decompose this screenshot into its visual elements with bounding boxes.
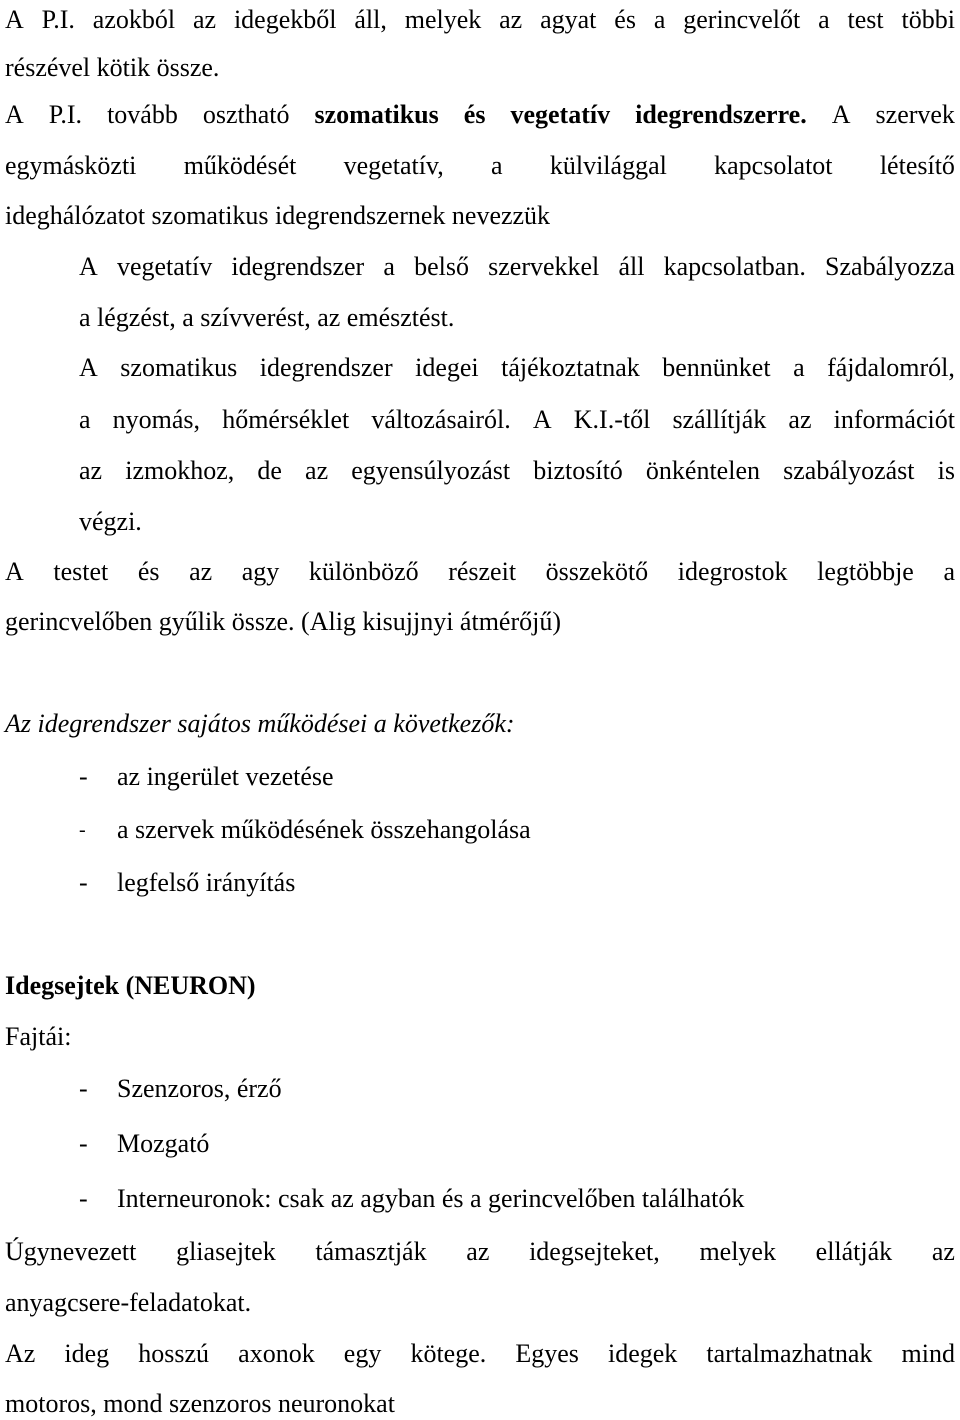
word: P.I. [48, 100, 83, 129]
word: vegetatív, [343, 151, 444, 180]
paragraph-3-line-2: a légzést, a szívverést, az emésztést. [79, 303, 455, 332]
word: összekötő [545, 557, 649, 586]
word: fájdalomról, [827, 353, 955, 382]
word: A [532, 405, 552, 434]
word: egymásközti [5, 151, 137, 180]
word: különböző [308, 557, 419, 586]
word: az [466, 1237, 490, 1266]
word: belső [414, 252, 469, 281]
word: áll, [354, 5, 387, 34]
word: axonok [238, 1339, 315, 1368]
word: melyek [404, 5, 482, 34]
word: vegetatív [510, 100, 611, 129]
word: az [305, 456, 329, 485]
word: idegrendszer [231, 252, 365, 281]
word: Úgynevezett [5, 1237, 137, 1266]
list-bullet: - [79, 1129, 88, 1158]
word: legtöbbje [817, 557, 914, 586]
word: P.I. [41, 5, 75, 34]
word: a [818, 5, 830, 34]
word: változásairól. [371, 405, 511, 434]
word: többi [901, 5, 955, 34]
word: A [831, 100, 851, 129]
word: az [788, 405, 812, 434]
word: hőmérséklet [222, 405, 350, 434]
word: test [847, 5, 884, 34]
word: és [614, 5, 636, 34]
neuron-types-label: Fajtái: [5, 1022, 72, 1051]
word: is [937, 456, 955, 485]
word: szervekkel [488, 252, 600, 281]
word: a [79, 405, 91, 434]
word: K.I.-től [573, 405, 651, 434]
word: A [79, 353, 98, 382]
word: áll [618, 252, 645, 281]
paragraph-2-line-3: ideghálózatot szomatikus idegrendszernek nevezzük [5, 201, 551, 230]
word: vegetatív [116, 252, 213, 281]
paragraph-4-line-4: végzi. [79, 507, 142, 536]
word: hosszú [138, 1339, 210, 1368]
word: biztosító [533, 456, 623, 485]
word: tovább [107, 100, 178, 129]
word: idegrendszer [259, 353, 393, 382]
word: idegei [415, 353, 479, 382]
word: idegrostok [677, 557, 788, 586]
word: bennünket [662, 353, 771, 382]
word: önkéntelen [645, 456, 760, 485]
word: melyek [699, 1237, 776, 1266]
word: támasztják [315, 1237, 427, 1266]
paragraph-4-line-3 [79, 455, 955, 487]
word: egy [343, 1339, 382, 1368]
paragraph-1-line-2: részével kötik össze. [5, 53, 220, 82]
paragraph-4-line-2 [79, 404, 955, 436]
word: A [79, 252, 98, 281]
word: agyat [540, 5, 597, 34]
word: tartalmazhatnak [706, 1339, 873, 1368]
neuron-heading: Idegsejtek (NEURON) [5, 971, 256, 1000]
paragraph-2-line-2 [5, 150, 955, 182]
word: és [137, 557, 160, 586]
list-item: a szervek működésének összehangolása [117, 815, 531, 844]
functions-heading: Az idegrendszer sajátos működései a következők: [5, 709, 515, 738]
paragraph-2-line-1 [5, 99, 955, 131]
list-bullet: - [79, 1184, 88, 1213]
word: mind [901, 1339, 955, 1368]
list-bullet: - [79, 868, 88, 897]
word: Egyes [515, 1339, 579, 1368]
paragraph-5-line-1 [5, 556, 955, 588]
word: testet [53, 557, 109, 586]
list-item: az ingerület vezetése [117, 762, 334, 791]
word: gerincvelőt [683, 5, 801, 34]
word: szállítják [672, 405, 767, 434]
word: létesítő [879, 151, 955, 180]
word: A [5, 5, 24, 34]
word: de [257, 456, 282, 485]
word: osztható [202, 100, 290, 129]
word: Az [5, 1339, 36, 1368]
word: a [653, 5, 666, 34]
word: kapcsolatban. [663, 252, 806, 281]
word: az [192, 5, 217, 34]
paragraph-1-line-1 [5, 4, 955, 36]
paragraph-5-line-2: gerincvelőben gyűlik össze. (Alig kisujjnyi átmérőjű) [5, 607, 561, 636]
list-bullet: - [79, 819, 86, 841]
word: részeit [448, 557, 517, 586]
word: tájékoztatnak [501, 353, 640, 382]
word: idegsejteket, [529, 1237, 660, 1266]
word: a [491, 151, 503, 180]
word: idegekből [233, 5, 337, 34]
word: nyomás, [112, 405, 201, 434]
word: az [499, 5, 523, 34]
nerve-line-2: motoros, mond szenzoros neuronokat [5, 1389, 395, 1418]
list-bullet: - [79, 1074, 88, 1103]
word: izmokhoz, [125, 456, 235, 485]
word: ideg [64, 1339, 110, 1368]
word: azokból [92, 5, 176, 34]
list-item: legfelső irányítás [117, 868, 296, 897]
word: A [5, 100, 24, 129]
word: szervek [875, 100, 955, 129]
paragraph-3-line-1 [79, 251, 955, 283]
paragraph-4-line-1 [79, 352, 955, 384]
word: A [5, 557, 24, 586]
word: és [463, 100, 486, 129]
list-item: Mozgató [117, 1129, 210, 1158]
word: gliasejtek [176, 1237, 276, 1266]
word: szomatikus [120, 353, 238, 382]
word: az [931, 1237, 955, 1266]
word: idegek [607, 1339, 678, 1368]
list-bullet: - [79, 762, 88, 791]
word: kötege. [410, 1339, 487, 1368]
word: a [943, 557, 955, 586]
word: idegrendszerre. [635, 100, 807, 129]
word: agy [241, 557, 280, 586]
word: szomatikus [314, 100, 439, 129]
word: egyensúlyozást [351, 456, 511, 485]
word: az [79, 456, 103, 485]
glia-line-1 [5, 1236, 955, 1268]
list-item: Interneuronok: csak az agyban és a gerincvelőben találhatók [117, 1184, 745, 1213]
list-item: Szenzoros, érző [117, 1074, 282, 1103]
word: ellátják [815, 1237, 893, 1266]
word: kapcsolatot [714, 151, 833, 180]
word: a [383, 252, 395, 281]
word: működését [183, 151, 297, 180]
glia-line-2: anyagcsere-feladatokat. [5, 1288, 252, 1317]
word: szabályozást [783, 456, 915, 485]
word: információt [833, 405, 955, 434]
nerve-line-1 [5, 1338, 955, 1370]
word: Szabályozza [825, 252, 955, 281]
word: az [189, 557, 213, 586]
word: külvilággal [549, 151, 667, 180]
word: a [793, 353, 805, 382]
